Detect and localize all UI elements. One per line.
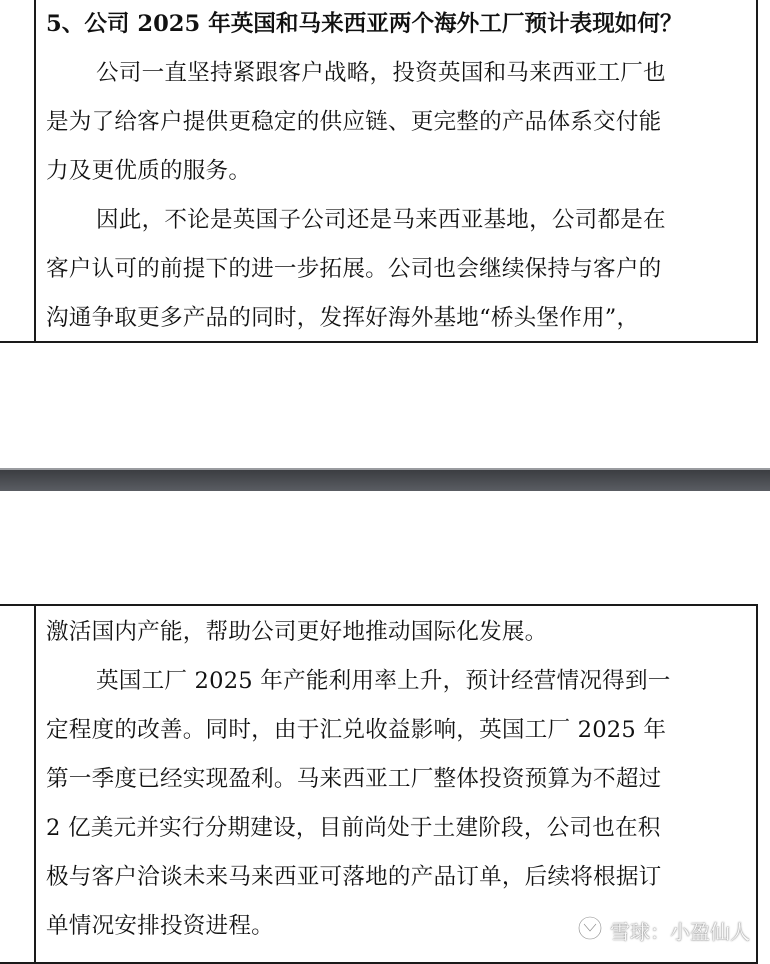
- page-separator-bar: [0, 470, 770, 491]
- paragraph-line: 第一季度已经实现盈利。马来西亚工厂整体投资预算为不超过: [46, 766, 662, 792]
- watermark-text: 雪球：小盈仙人: [610, 919, 750, 944]
- paragraph-line: 因此，不论是英国子公司还是马来西亚基地，公司都是在: [96, 207, 666, 233]
- paragraph-line: 客户认可的前提下的进一步拓展。公司也会继续保持与客户的: [46, 256, 662, 282]
- paragraph-line: 定程度的改善。同时，由于汇兑收益影响，英国工厂 2025 年: [46, 717, 667, 743]
- paragraph-line: 沟通争取更多产品的同时，发挥好海外基地“桥头堡作用”，: [46, 305, 640, 331]
- paragraph-line: 激活国内产能，帮助公司更好地推动国际化发展。: [46, 619, 548, 645]
- column-divider: [34, 0, 36, 341]
- snowball-logo-icon: [576, 915, 610, 946]
- paragraph-line: 公司一直坚持紧跟客户战略，投资英国和马来西亚工厂也: [96, 60, 666, 86]
- paragraph-line: 2 亿美元并实行分期建设，目前尚处于土建阶段，公司也在积: [46, 815, 661, 841]
- paragraph-line: 单情况安排投资进程。: [46, 913, 274, 939]
- watermark: [576, 914, 750, 946]
- paragraph-line: 力及更优质的服务。: [46, 158, 252, 184]
- question-heading: 5、公司 2025 年英国和马来西亚两个海外工厂预计表现如何？: [46, 11, 683, 37]
- paragraph-line: 极与客户洽谈未来马来西亚可落地的产品订单，后续将根据订: [46, 864, 662, 890]
- paragraph-line: 英国工厂 2025 年产能利用率上升，预计经营情况得到一: [96, 668, 671, 694]
- bottom-section: [46, 608, 726, 951]
- paragraph-line: 是为了给客户提供更稳定的供应链、更完整的产品体系交付能: [46, 109, 662, 135]
- column-divider: [34, 606, 36, 962]
- top-section: [46, 0, 726, 343]
